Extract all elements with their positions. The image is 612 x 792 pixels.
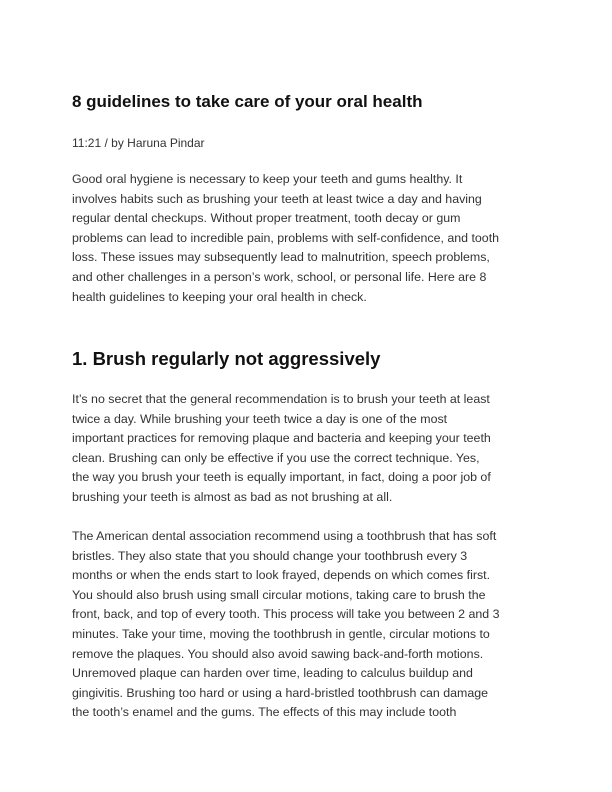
paragraph-line: It’s no secret that the general recommendation is to brush your teeth at least [72,392,490,406]
paragraph-line: twice a day. While brushing your teeth twice a day is one of the most [72,411,448,426]
paragraph-line: Unremoved plaque can harden over time, leading to calculus buildup and [72,666,473,681]
paragraph-line: brushing your teeth is almost as bad as not brushing at all. [72,489,393,504]
article-title: 8 guidelines to take care of your oral health [72,92,423,111]
section-paragraph-2 [72,527,544,723]
paragraph-line: problems can lead to incredible pain, problems with self-confidence, and tooth [72,230,500,245]
paragraph-line: the tooth’s enamel and the gums. The effects of this may include tooth [72,705,457,720]
paragraph-line: bristles. They also state that you should change your toothbrush every 3 [72,548,468,563]
paragraph-line: important practices for removing plaque and bacteria and keeping your teeth [72,431,491,446]
paragraph-line: months or when the ends start to look frayed, depends on which comes first. [72,568,491,583]
paragraph-line: gingivitis. Brushing too hard or using a hard-bristled toothbrush can damage [72,685,489,700]
paragraph-line: minutes. Take your time, moving the toothbrush in gentle, circular motions to [72,626,490,641]
section-heading: 1. Brush regularly not aggressively [72,348,381,369]
paragraph-line: clean. Brushing can only be effective if you use the correct technique. Yes, [72,450,480,465]
paragraph-line: front, back, and top of every tooth. This process will take you between 2 and 3 [72,607,500,622]
paragraph-line: remove the plaques. You should also avoid sawing back-and-forth motions. [72,646,484,661]
paragraph-line: The American dental association recommend using a toothbrush that has soft [72,529,497,543]
paragraph-line: involves habits such as brushing your teeth at least twice a day and having [72,191,482,206]
article-meta: 11:21 / by Haruna Pindar [72,136,205,150]
paragraph-line: health guidelines to keeping your oral health in check. [72,289,367,304]
paragraph-line: loss. These issues may subsequently lead to malnutrition, speech problems, [72,250,490,265]
intro-paragraph [72,170,544,307]
paragraph-line: regular dental checkups. Without proper treatment, tooth decay or gum [72,211,461,226]
paragraph-line: Good oral hygiene is necessary to keep your teeth and gums healthy. It [72,172,463,186]
paragraph-line: the way you brush your teeth is equally important, in fact, doing a poor job of [72,470,491,485]
paragraph-line: You should also brush using small circular motions, taking care to brush the [72,587,486,602]
section-paragraph-1 [72,390,544,508]
paragraph-line: and other challenges in a person’s work, school, or personal life. Here are 8 [72,269,487,284]
